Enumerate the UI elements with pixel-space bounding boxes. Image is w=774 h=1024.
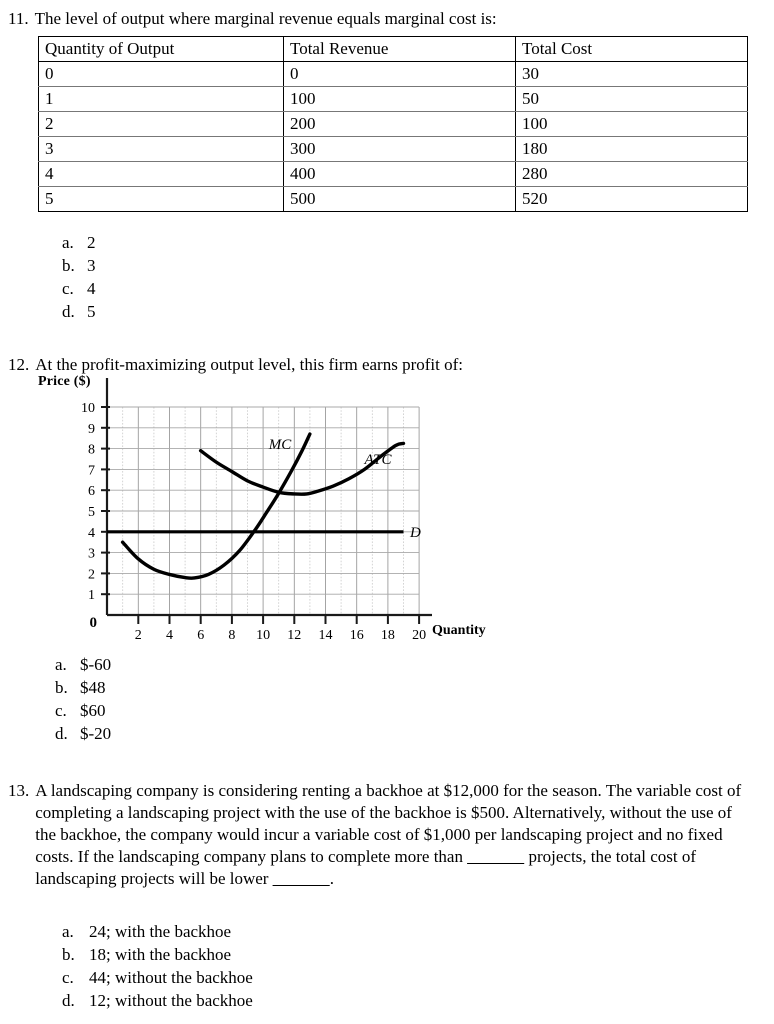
cell-quantity: 3 bbox=[39, 137, 284, 162]
option-text: $60 bbox=[80, 701, 106, 720]
x-tick-labels bbox=[135, 628, 426, 643]
option-text: 4 bbox=[87, 279, 96, 298]
cell-total-revenue: 200 bbox=[284, 112, 516, 137]
question-11 bbox=[8, 8, 768, 30]
question-11-number: 11. bbox=[8, 9, 29, 28]
option-letter: a. bbox=[62, 233, 74, 252]
option-c[interactable] bbox=[55, 699, 111, 722]
option-a[interactable] bbox=[62, 231, 96, 254]
chart-canvas bbox=[0, 374, 540, 654]
x-tick-label: 14 bbox=[318, 628, 333, 643]
cell-total-cost: 100 bbox=[516, 112, 748, 137]
x-tick-label: 12 bbox=[287, 628, 302, 643]
question-12-number: 12. bbox=[8, 355, 30, 374]
table-row bbox=[39, 162, 748, 187]
option-text: 5 bbox=[87, 302, 96, 321]
table-header-row bbox=[39, 37, 748, 62]
chart-y-axis-title: Price ($) bbox=[38, 374, 91, 389]
x-tick-label: 20 bbox=[412, 628, 427, 643]
y-tick-label: 3 bbox=[88, 546, 95, 562]
mc-curve-label: MC bbox=[268, 437, 292, 453]
x-tick-label: 2 bbox=[134, 628, 142, 643]
option-text: 18; with the backhoe bbox=[89, 945, 232, 964]
cell-quantity: 2 bbox=[39, 112, 284, 137]
question-12 bbox=[8, 354, 768, 376]
cell-total-revenue: 300 bbox=[284, 137, 516, 162]
question-13-options bbox=[62, 920, 253, 1012]
table-row bbox=[39, 62, 748, 87]
option-text: $-20 bbox=[80, 724, 112, 743]
table-row bbox=[39, 112, 748, 137]
option-d[interactable] bbox=[62, 300, 96, 323]
cell-quantity: 4 bbox=[39, 162, 284, 187]
question-13 bbox=[8, 780, 760, 890]
y-tick-marks bbox=[101, 407, 110, 594]
option-letter: c. bbox=[62, 279, 74, 298]
cell-quantity: 0 bbox=[39, 62, 284, 87]
cell-total-cost: 30 bbox=[516, 62, 748, 87]
option-d[interactable] bbox=[62, 989, 253, 1012]
table-row bbox=[39, 187, 748, 212]
cell-total-revenue: 100 bbox=[284, 87, 516, 112]
option-letter: c. bbox=[55, 701, 67, 720]
option-letter: b. bbox=[62, 256, 75, 275]
option-b[interactable] bbox=[62, 254, 96, 277]
option-letter: a. bbox=[62, 922, 74, 941]
option-text: 2 bbox=[87, 233, 96, 252]
x-tick-label: 8 bbox=[228, 628, 236, 643]
cell-total-cost: 50 bbox=[516, 87, 748, 112]
option-text: $-60 bbox=[80, 655, 112, 674]
chart-x-axis-title: Quantity bbox=[432, 623, 486, 638]
option-letter: b. bbox=[55, 678, 68, 697]
revenue-cost-table bbox=[38, 36, 748, 212]
y-tick-label: 1 bbox=[88, 588, 95, 604]
table-row bbox=[39, 137, 748, 162]
question-13-text bbox=[35, 780, 751, 890]
y-tick-label: 6 bbox=[88, 484, 95, 500]
y-tick-label: 2 bbox=[88, 567, 95, 583]
option-text: $48 bbox=[80, 678, 106, 697]
cell-total-revenue: 0 bbox=[284, 62, 516, 87]
question-11-options bbox=[62, 231, 96, 323]
option-text: 12; without the backhoe bbox=[89, 991, 253, 1010]
option-c[interactable] bbox=[62, 966, 253, 989]
option-a[interactable] bbox=[55, 653, 111, 676]
y-tick-label-zero: 0 bbox=[89, 615, 97, 631]
option-a[interactable] bbox=[62, 920, 253, 943]
option-letter: d. bbox=[62, 302, 75, 321]
y-tick-label: 4 bbox=[88, 525, 95, 541]
atc-curve-label: ATC bbox=[364, 452, 392, 468]
question-12-text: At the profit-maximizing output level, this firm earns profit of: bbox=[35, 355, 463, 374]
y-tick-label: 9 bbox=[88, 421, 95, 437]
x-tick-label: 18 bbox=[380, 628, 395, 643]
cell-total-cost: 520 bbox=[516, 187, 748, 212]
option-letter: d. bbox=[62, 991, 75, 1010]
question-12-options bbox=[55, 653, 111, 745]
table-row bbox=[39, 87, 748, 112]
option-text: 3 bbox=[87, 256, 96, 275]
y-tick-label: 5 bbox=[88, 505, 95, 520]
y-tick-label: 10 bbox=[81, 401, 95, 416]
option-b[interactable] bbox=[62, 943, 253, 966]
cell-total-cost: 180 bbox=[516, 137, 748, 162]
y-tick-label: 7 bbox=[88, 463, 95, 479]
x-tick-label: 10 bbox=[256, 628, 271, 643]
option-text: 44; without the backhoe bbox=[89, 968, 253, 987]
table-header-total-cost: Total Cost bbox=[516, 37, 748, 62]
cost-curves-chart bbox=[0, 374, 540, 654]
x-tick-label: 16 bbox=[349, 628, 364, 643]
y-tick-label: 8 bbox=[88, 442, 95, 458]
cell-total-revenue: 500 bbox=[284, 187, 516, 212]
question-13-number: 13. bbox=[8, 781, 30, 800]
option-text: 24; with the backhoe bbox=[89, 922, 232, 941]
cell-total-cost: 280 bbox=[516, 162, 748, 187]
option-letter: b. bbox=[62, 945, 75, 964]
question-11-text: The level of output where marginal revenue equals marginal cost is: bbox=[34, 9, 497, 28]
cell-quantity: 1 bbox=[39, 87, 284, 112]
option-letter: c. bbox=[62, 968, 74, 987]
option-letter: a. bbox=[55, 655, 67, 674]
question-13-blank-1: ______ bbox=[467, 847, 525, 866]
cell-total-revenue: 400 bbox=[284, 162, 516, 187]
demand-curve-label: D bbox=[410, 525, 421, 541]
cell-quantity: 5 bbox=[39, 187, 284, 212]
question-13-text-part1: A landscaping company is considering renting a backhoe at $12,000 for the season. The variable cost of completing a landscaping project with the use of the backhoe is $500. Alternatively, without the use of the backhoe, the company would incur a variable cost of $1,000 per landscaping project and no fixed costs. If the landscaping company plans to complete more than bbox=[35, 781, 742, 866]
option-d[interactable] bbox=[55, 722, 111, 745]
x-tick-label: 6 bbox=[197, 628, 205, 643]
table-header-quantity: Quantity of Output bbox=[39, 37, 284, 62]
x-tick-marks bbox=[138, 615, 419, 624]
y-tick-labels bbox=[81, 401, 97, 631]
table-header-total-revenue: Total Revenue bbox=[284, 37, 516, 62]
question-13-text-part3: . bbox=[329, 869, 334, 888]
option-c[interactable] bbox=[62, 277, 96, 300]
x-tick-label: 4 bbox=[166, 628, 173, 643]
question-13-blank-2: ______ bbox=[272, 869, 330, 888]
option-b[interactable] bbox=[55, 676, 111, 699]
option-letter: d. bbox=[55, 724, 68, 743]
question-13-text-part2: projects, the total cost of landscaping projects will be lower bbox=[35, 847, 697, 888]
